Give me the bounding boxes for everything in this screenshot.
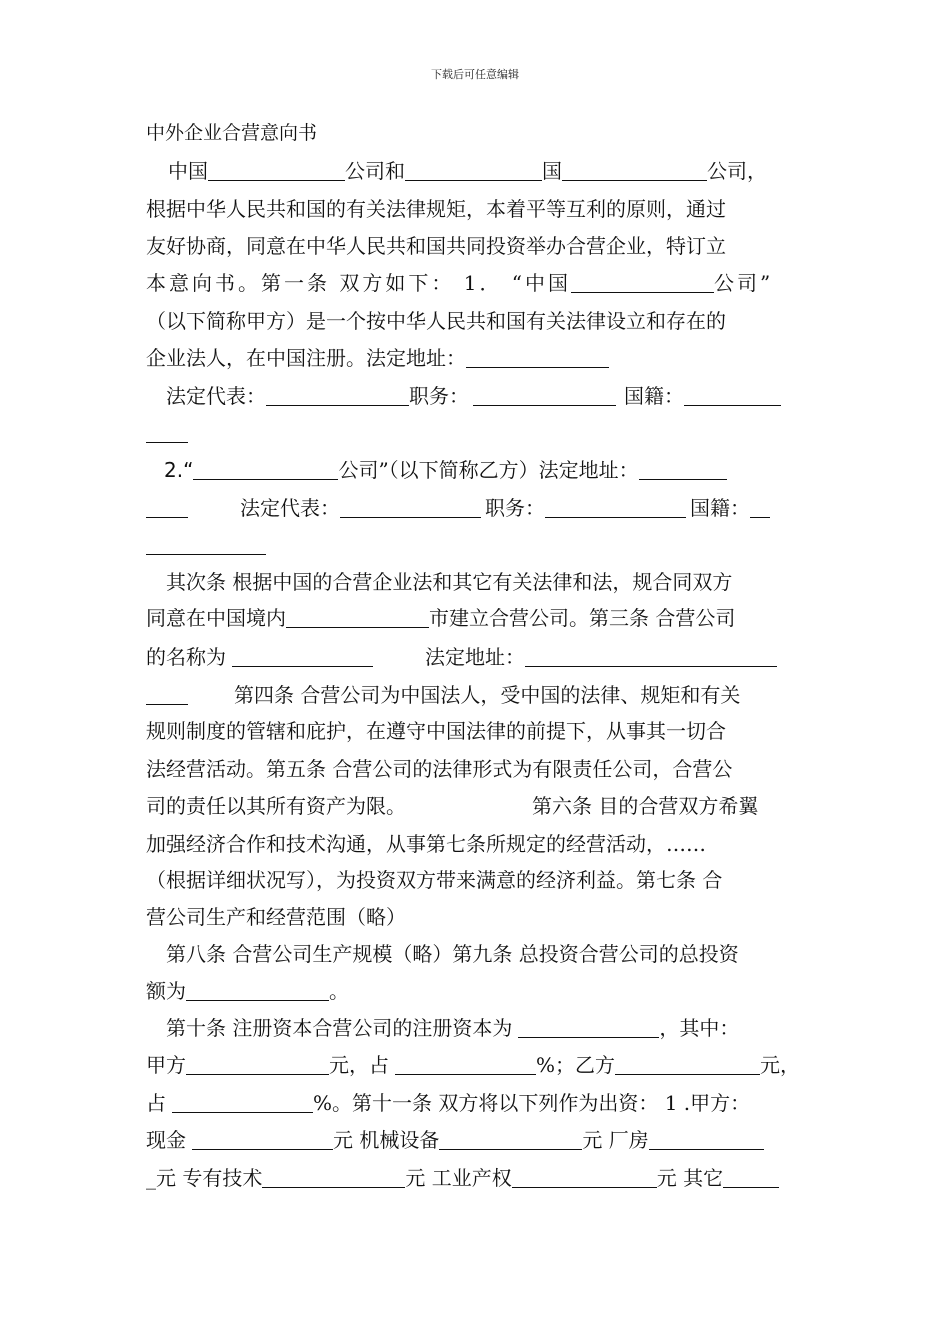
text-line: 第八条 合营公司生产规模（略）第九条 总投资合营公司的总投资	[166, 942, 739, 966]
text-line	[146, 642, 826, 672]
fill-blank	[723, 1167, 779, 1188]
text-span: 占	[146, 1091, 166, 1115]
fill-blank	[649, 1129, 764, 1150]
text-span: ，其中：	[659, 1016, 740, 1040]
fill-blank	[518, 1017, 659, 1038]
text-span: 现金	[146, 1128, 186, 1152]
text-span: 元 其它	[656, 1166, 724, 1190]
text-line: 规则制度的管辖和庇护，在遵守中国法律的前提下，从事其一切合	[146, 719, 726, 743]
text-line	[146, 530, 826, 560]
text-span: %；乙方	[536, 1053, 616, 1077]
text-line: （以下简称甲方）是一个按中华人民共和国有关法律设立和存在的	[146, 309, 726, 333]
text-line	[146, 680, 826, 710]
fill-blank	[146, 684, 188, 705]
text-line	[146, 976, 826, 1006]
text-line	[146, 1163, 826, 1193]
text-line	[146, 493, 826, 523]
fill-blank	[146, 534, 266, 555]
text-span: %。第十一条 双方将以下列作为出资： 1 .甲方：	[313, 1091, 751, 1115]
fill-blank	[395, 1054, 536, 1075]
text-span: 元 机械设备	[333, 1128, 440, 1152]
text-line: 加强经济合作和技术沟通，从事第七条所规定的经营活动，……	[146, 832, 706, 856]
fill-blank	[193, 459, 338, 480]
text-line: 营公司生产和经营范围（略）	[146, 905, 406, 929]
text-span: 司的责任以其所有资产为限。	[146, 794, 406, 818]
text-span: 额为	[146, 979, 186, 1003]
fill-blank	[172, 1092, 313, 1113]
fill-blank	[615, 1054, 760, 1075]
text-span: 。	[329, 979, 349, 1003]
text-span: 市建立合营公司。第三条 合营公司	[429, 606, 736, 630]
text-span: 法定地址：	[425, 645, 525, 669]
text-line	[166, 1013, 846, 1043]
fill-blank	[684, 385, 781, 406]
fill-blank	[473, 385, 616, 406]
text-span: 国	[542, 159, 562, 183]
fill-blank	[466, 347, 609, 368]
text-span: 法定代表：	[240, 496, 340, 520]
text-line	[146, 1125, 826, 1155]
text-span: 甲方	[146, 1053, 186, 1077]
text-span: 的名称为	[146, 645, 226, 669]
text-span: 元，	[760, 1053, 801, 1077]
fill-blank	[525, 646, 777, 667]
document-title: 中外企业合营意向书	[146, 122, 318, 144]
text-span: 元 厂房	[582, 1128, 649, 1152]
fill-blank	[286, 607, 429, 628]
text-line	[146, 418, 826, 448]
text-span: 公司”	[714, 271, 774, 295]
text-span: 第十条 注册资本合营公司的注册资本为	[166, 1016, 513, 1040]
fill-blank	[562, 160, 707, 181]
text-line: 其次条 根据中国的合营企业法和其它有关法律和法，规合同双方	[166, 570, 733, 594]
fill-blank	[439, 1129, 582, 1150]
fill-blank	[146, 497, 188, 518]
text-line	[146, 791, 826, 821]
text-line: 法经营活动。第五条 合营公司的法律形式为有限责任公司，合营公	[146, 757, 733, 781]
fill-blank	[266, 385, 409, 406]
text-span: 元，占	[329, 1053, 389, 1077]
text-span: 第四条 合营公司为中国法人，受中国的法律、规矩和有关	[234, 683, 741, 707]
text-span: 元 工业产权	[405, 1166, 512, 1190]
text-span: 职务：	[485, 496, 545, 520]
text-span: 公司，	[707, 159, 767, 183]
text-span: 中国	[168, 159, 208, 183]
text-span: 国籍：	[690, 496, 750, 520]
page-header: 下载后可任意编辑	[431, 68, 519, 81]
text-span: 同意在中国境内	[146, 606, 286, 630]
text-line	[146, 268, 826, 298]
fill-blank	[340, 497, 481, 518]
text-line	[146, 1050, 826, 1080]
fill-blank	[186, 980, 329, 1001]
text-span: 法定代表：	[166, 384, 266, 408]
text-span: 公司和	[345, 159, 405, 183]
text-span: 国籍：	[624, 384, 684, 408]
text-span: 本意向书。第一条 双方如下： 1． “中国	[146, 271, 572, 295]
text-span: 企业法人，在中国注册。法定地址：	[146, 346, 466, 370]
text-line: 根据中华人民共和国的有关法律规矩，本着平等互利的原则，通过	[146, 197, 726, 221]
fill-blank	[262, 1167, 405, 1188]
text-line: （根据详细状况写），为投资双方带来满意的经济利益。第七条 合	[146, 868, 723, 892]
text-line	[166, 381, 846, 411]
fill-blank	[208, 160, 345, 181]
text-span: 第六条 目的合营双方希翼	[532, 794, 759, 818]
fill-blank	[192, 1129, 333, 1150]
fill-blank	[571, 272, 714, 293]
fill-blank	[639, 459, 727, 480]
fill-blank	[232, 646, 373, 667]
text-span: _元 专有技术	[146, 1166, 263, 1190]
text-line	[164, 455, 844, 485]
text-span: 公司”（以下简称乙方）法定地址：	[338, 458, 639, 482]
fill-blank	[405, 160, 542, 181]
text-line	[168, 156, 848, 186]
fill-blank	[512, 1167, 657, 1188]
fill-blank	[750, 497, 770, 518]
text-line	[146, 603, 826, 633]
text-line	[146, 1088, 826, 1118]
fill-blank	[146, 422, 188, 443]
fill-blank	[186, 1054, 329, 1075]
text-span: 职务：	[409, 384, 469, 408]
text-span: 2.“	[164, 458, 194, 482]
text-line: 友好协商，同意在中华人民共和国共同投资举办合营企业，特订立	[146, 234, 726, 258]
text-line	[146, 343, 826, 373]
fill-blank	[545, 497, 686, 518]
